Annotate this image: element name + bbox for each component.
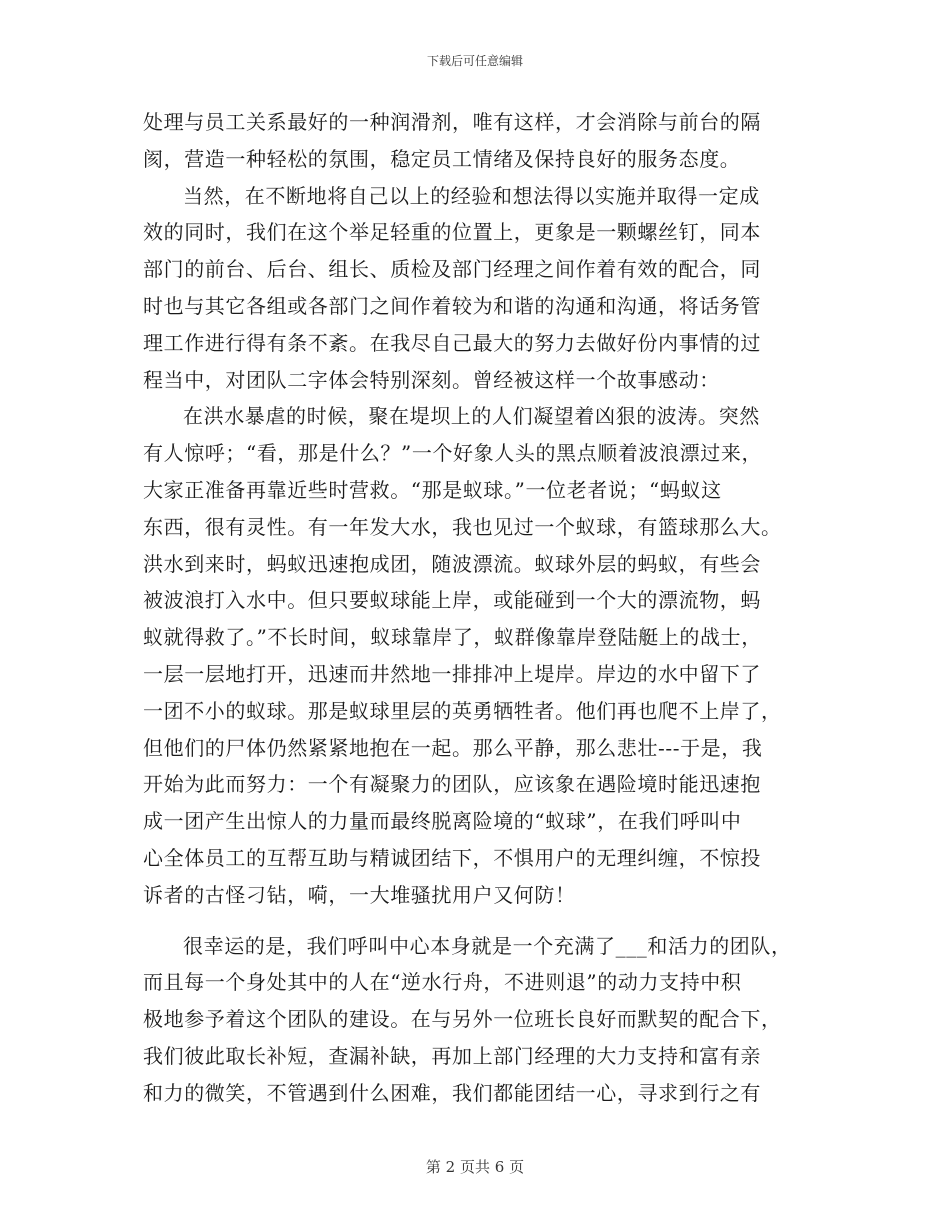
page-number-footer: 第 2 页共 6 页 [425, 1158, 525, 1176]
paragraph-2-line-4: 时也与其它各组或各部门之间作着较为和谐的沟通和沟通，将话务管 [143, 293, 761, 318]
paragraph-3-line-6: 被波浪打入水中。但只要蚁球能上岸，或能碰到一个大的漂流物，蚂 [143, 588, 761, 613]
paragraph-2-line-2: 效的同时，我们在这个举足轻重的位置上，更象是一颗螺丝钉，同本 [143, 220, 761, 245]
paragraph-3-line-8: 一层一层地打开，迅速而井然地一排排冲上堤岸。岸边的水中留下了 [143, 661, 761, 686]
paragraph-1-line-1: 处理与员工关系最好的一种润滑剂，唯有这样，才会消除与前台的隔 [143, 110, 761, 134]
paragraph-3-line-9: 一团不小的蚁球。那是蚁球里层的英勇牺牲者。他们再也爬不上岸了， [143, 698, 782, 723]
paragraph-4-line-3: 极地参予着这个团队的建设。在与另外一位班长良好而默契的配合下， [143, 1007, 782, 1032]
paragraph-3-line-12: 成一团产生出惊人的力量而最终脱离险境的“蚁球”，在我们呼叫中 [143, 809, 742, 834]
paragraph-1-line-2: 阂，营造一种轻松的氛围，稳定员工情绪及保持良好的服务态度。 [143, 146, 741, 171]
paragraph-3-line-5: 洪水到来时，蚂蚁迅速抱成团，随波漂流。蚁球外层的蚂蚁，有些会 [143, 551, 761, 576]
document-body [143, 104, 807, 1112]
page-header: 下载后可任意编辑 [426, 54, 523, 68]
paragraph-3-line-1: 在洪水暴虐的时候，聚在堤坝上的人们凝望着凶狠的波涛。突然 [183, 404, 760, 429]
paragraph-2-line-1: 当然，在不断地将自己以上的经验和想法得以实施并取得一定成 [183, 183, 760, 208]
paragraph-3-line-14: 诉者的古怪刁钻，嗬，一大堆骚扰用户又何防！ [143, 882, 576, 907]
paragraph-4-line-5: 和力的微笑，不管遇到什么困难，我们都能团结一心，寻求到行之有 [143, 1080, 761, 1105]
paragraph-4-line-1: 很幸运的是，我们呼叫中心本身就是一个充满了___和活力的团队， [183, 933, 792, 958]
paragraph-3-line-11: 开始为此而努力：一个有凝聚力的团队，应该象在遇险境时能迅速抱 [143, 772, 761, 797]
paragraph-3-line-4: 东西，很有灵性。有一年发大水，我也见过一个蚁球，有篮球那么大。 [143, 514, 782, 539]
paragraph-2-line-3: 部门的前台、后台、组长、质检及部门经理之间作着有效的配合，同 [143, 257, 761, 282]
paragraph-3-line-3: 大家正准备再靠近些时营救。“那是蚁球。”一位老者说；“蚂蚁这 [143, 477, 722, 502]
paragraph-3-line-2: 有人惊呼；“看，那是什么？”一个好象人头的黑点顺着波浪漂过来， [143, 441, 763, 466]
paragraph-3-line-7: 蚁就得救了。”不长时间，蚁球靠岸了，蚁群像靠岸登陆艇上的战士， [143, 625, 762, 650]
paragraph-3-line-10: 但他们的尸体仍然紧紧地抱在一起。那么平静，那么悲壮---于是，我 [143, 735, 763, 760]
paragraph-gap [143, 914, 807, 928]
paragraph-4-line-4: 我们彼此取长补短，查漏补缺，再加上部门经理的大力支持和富有亲 [143, 1043, 761, 1068]
paragraph-3-line-13: 心全体员工的互帮互助与精诚团结下，不惧用户的无理纠缠，不惊投 [143, 845, 761, 870]
paragraph-4-line-2: 而且每一个身处其中的人在“逆水行舟，不进则退”的动力支持中积 [143, 970, 742, 995]
paragraph-2-line-6: 程当中，对团队二字体会特别深刻。曾经被这样一个故事感动： [143, 367, 720, 392]
paragraph-2-line-5: 理工作进行得有条不紊。在我尽自己最大的努力去做好份内事情的过 [143, 330, 761, 355]
